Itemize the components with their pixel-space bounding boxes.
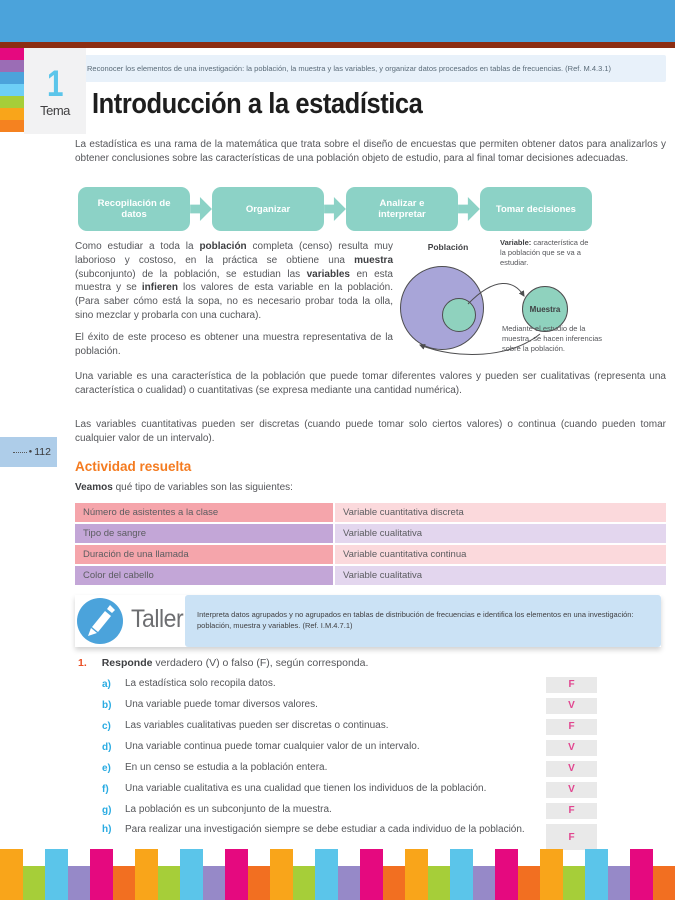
item-letter: e): [102, 763, 111, 774]
item-letter: h): [102, 824, 112, 835]
table-row: [75, 566, 666, 585]
header-blue-bar: [0, 0, 675, 42]
population-paragraph: Como estudiar a toda la población completa (censo) resulta muy laborioso y costoso, en la práctica se obtiene una muestra (subconjunto) de la población, se estudian las variables en esta muestra y se infieren los valores de esta variable en la población. (Para saber cómo está la sopa, no es necesario probar toda la olla, sino mezclar y probarla con una cuchara).: [75, 241, 393, 321]
table-cell-item: Número de asistentes a la clase: [75, 503, 333, 522]
taller-description: [185, 595, 661, 647]
flow-step-recopilacion: Recopilación de datos: [78, 187, 190, 231]
footer-bar: [45, 849, 68, 900]
footer-bar: [585, 849, 608, 900]
footer-bar: [68, 866, 91, 900]
color-square: [0, 60, 24, 72]
footer-bar: [473, 866, 496, 900]
footer-bar: [495, 849, 518, 900]
list-item: [75, 739, 666, 756]
arrow-right-icon: [324, 197, 346, 221]
taller-description-text: Interpreta datos agrupados y no agrupados en tablas de distribución de frecuencias e identifica los elementos en una investigación: población, muestra y variables. (Ref. I.M.4.7.1): [197, 610, 634, 630]
color-square: [0, 84, 24, 96]
exercise-prompt-text: Responde verdadero (V) o falso (F), según corresponda.: [101, 657, 369, 669]
table-cell-type: Variable cualitativa: [335, 524, 666, 543]
sample-circle: Muestra: [522, 286, 568, 332]
table-cell-item: Tipo de sangre: [75, 524, 333, 543]
answer-box: V: [546, 740, 597, 756]
footer-bar: [158, 866, 181, 900]
diagram-arrows: [400, 238, 672, 365]
color-square: [0, 48, 24, 60]
left-column: [75, 240, 393, 366]
bullet-icon: ●: [28, 449, 33, 455]
item-text: Una variable puede tomar diversos valores.: [125, 699, 318, 711]
success-paragraph: El éxito de este proceso es obtener una muestra representativa de la población.: [75, 331, 393, 357]
footer-bar: [540, 849, 563, 900]
footer-bar: [383, 866, 406, 900]
tema-tab: [24, 48, 86, 134]
tema-label: Tema: [40, 102, 70, 118]
page-title: Introducción a la estadística: [92, 88, 423, 120]
footer-bar: [338, 866, 361, 900]
footer-bar: [405, 849, 428, 900]
table-row: [75, 503, 666, 522]
tema-color-squares: [0, 48, 24, 132]
footer-bar: [450, 849, 473, 900]
footer-bar: [630, 849, 653, 900]
arrow-right-icon: [190, 197, 212, 221]
taller-banner: [75, 595, 661, 647]
population-label: Población: [427, 242, 469, 252]
footer-bar: [428, 866, 451, 900]
footer-bar: [518, 866, 541, 900]
answer-box: F: [546, 719, 597, 735]
item-text: La estadística solo recopila datos.: [125, 678, 276, 690]
dotted-leader: [13, 452, 27, 453]
activity-heading: Actividad resuelta: [75, 459, 192, 474]
color-square: [0, 96, 24, 108]
intro-paragraph: La estadística es una rama de la matemática que trata sobre el diseño de encuestas que permiten obtener datos para analizarlos y obtener conclusiones sobre las características de una población objeto de estudio, para al final tomar decisiones adecuadas.: [75, 139, 666, 164]
color-square: [0, 120, 24, 132]
footer-bar: [360, 849, 383, 900]
footer-bar: [270, 849, 293, 900]
curriculum-objective: [75, 55, 666, 82]
footer-bar: [180, 849, 203, 900]
item-letter: g): [102, 805, 112, 816]
item-letter: b): [102, 700, 112, 711]
flow-step-analizar: Analizar e interpretar: [346, 187, 458, 231]
footer-bar: [563, 866, 586, 900]
item-text: Una variable cualitativa es una cualidad que tienen los individuos de la población.: [125, 783, 487, 795]
activity-lead: Veamos qué tipo de variables son las siguientes:: [75, 482, 293, 493]
pencil-icon: [77, 598, 123, 644]
table-row: [75, 524, 666, 543]
item-text: Las variables cualitativas pueden ser discretas o continuas.: [125, 720, 389, 732]
flow-step-organizar: Organizar: [212, 187, 324, 231]
item-text: En un censo se estudia a la población entera.: [125, 762, 328, 774]
page-number-tab: [0, 437, 57, 467]
footer-bar: [203, 866, 226, 900]
table-row: [75, 545, 666, 564]
population-sample-diagram: [400, 238, 672, 365]
footer-bar: [23, 866, 46, 900]
variables-table: [75, 503, 666, 587]
true-false-list: [75, 676, 666, 855]
footer-bar: [113, 866, 136, 900]
exercise-number: 1.: [78, 657, 87, 669]
footer-bar: [653, 866, 675, 900]
answer-box: V: [546, 698, 597, 714]
footer-bar: [225, 849, 248, 900]
color-square: [0, 108, 24, 120]
answer-box: V: [546, 782, 597, 798]
header-red-bar: [0, 42, 675, 48]
answer-box: V: [546, 761, 597, 777]
table-cell-type: Variable cuantitativa continua: [335, 545, 666, 564]
objective-text: Reconocer los elementos de una investigación: la población, la muestra y las variables, y organizar datos procesados en tablas de frecuencias. (Ref. M.4.3.1): [87, 64, 612, 73]
inference-note: Mediante el estudio de la muestra, se hacen inferencias sobre la población.: [502, 324, 603, 353]
tema-number: 1: [46, 62, 64, 104]
answer-box: F: [546, 824, 597, 850]
variable-paragraph: Una variable es una característica de la población que puede tomar diferentes valores y pueden ser cualitativas (representa una característica o cualidad) o cuantitativas (se expresa mediante una cantidad numérica).: [75, 371, 666, 396]
arrow-right-icon: [458, 197, 480, 221]
page-number: 112: [34, 446, 51, 458]
footer-bar: [248, 866, 271, 900]
answer-box: F: [546, 677, 597, 693]
table-cell-item: Color del cabello: [75, 566, 333, 585]
footer-bar: [135, 849, 158, 900]
taller-label: Taller: [131, 605, 184, 633]
item-letter: f): [102, 784, 109, 795]
variable-note: Variable: característica de la población que se va a estudiar.: [500, 238, 589, 267]
item-letter: c): [102, 721, 111, 732]
color-square: [0, 72, 24, 84]
table-cell-type: Variable cuantitativa discreta: [335, 503, 666, 522]
footer-bar: [608, 866, 631, 900]
statistics-process-flow: [78, 186, 592, 232]
list-item: [75, 718, 666, 735]
answer-box: F: [546, 803, 597, 819]
exercise-prompt: [78, 657, 368, 669]
item-text: Para realizar una investigación siempre se debe estudiar a cada individuo de la población.: [125, 824, 525, 835]
table-cell-type: Variable cualitativa: [335, 566, 666, 585]
item-text: Una variable continua puede tomar cualquier valor de un intervalo.: [125, 741, 420, 753]
list-item: [75, 697, 666, 714]
footer-bar: [90, 849, 113, 900]
list-item: [75, 676, 666, 693]
item-text: La población es un subconjunto de la muestra.: [125, 804, 332, 816]
item-letter: d): [102, 742, 112, 753]
footer-bar: [315, 849, 338, 900]
footer-bar: [0, 849, 23, 900]
flow-step-decisiones: Tomar decisiones: [480, 187, 592, 231]
list-item: [75, 760, 666, 777]
item-letter: a): [102, 679, 111, 690]
list-item: [75, 802, 666, 819]
list-item: [75, 781, 666, 798]
footer-color-strip: [0, 849, 675, 900]
footer-bar: [293, 866, 316, 900]
table-cell-item: Duración de una llamada: [75, 545, 333, 564]
list-item: [75, 823, 666, 851]
quantitative-paragraph: Las variables cuantitativas pueden ser discretas (cuando puede tomar solo ciertos valores) o continua (cuando pueden tomar cualquier valor de un intervalo).: [75, 419, 666, 444]
